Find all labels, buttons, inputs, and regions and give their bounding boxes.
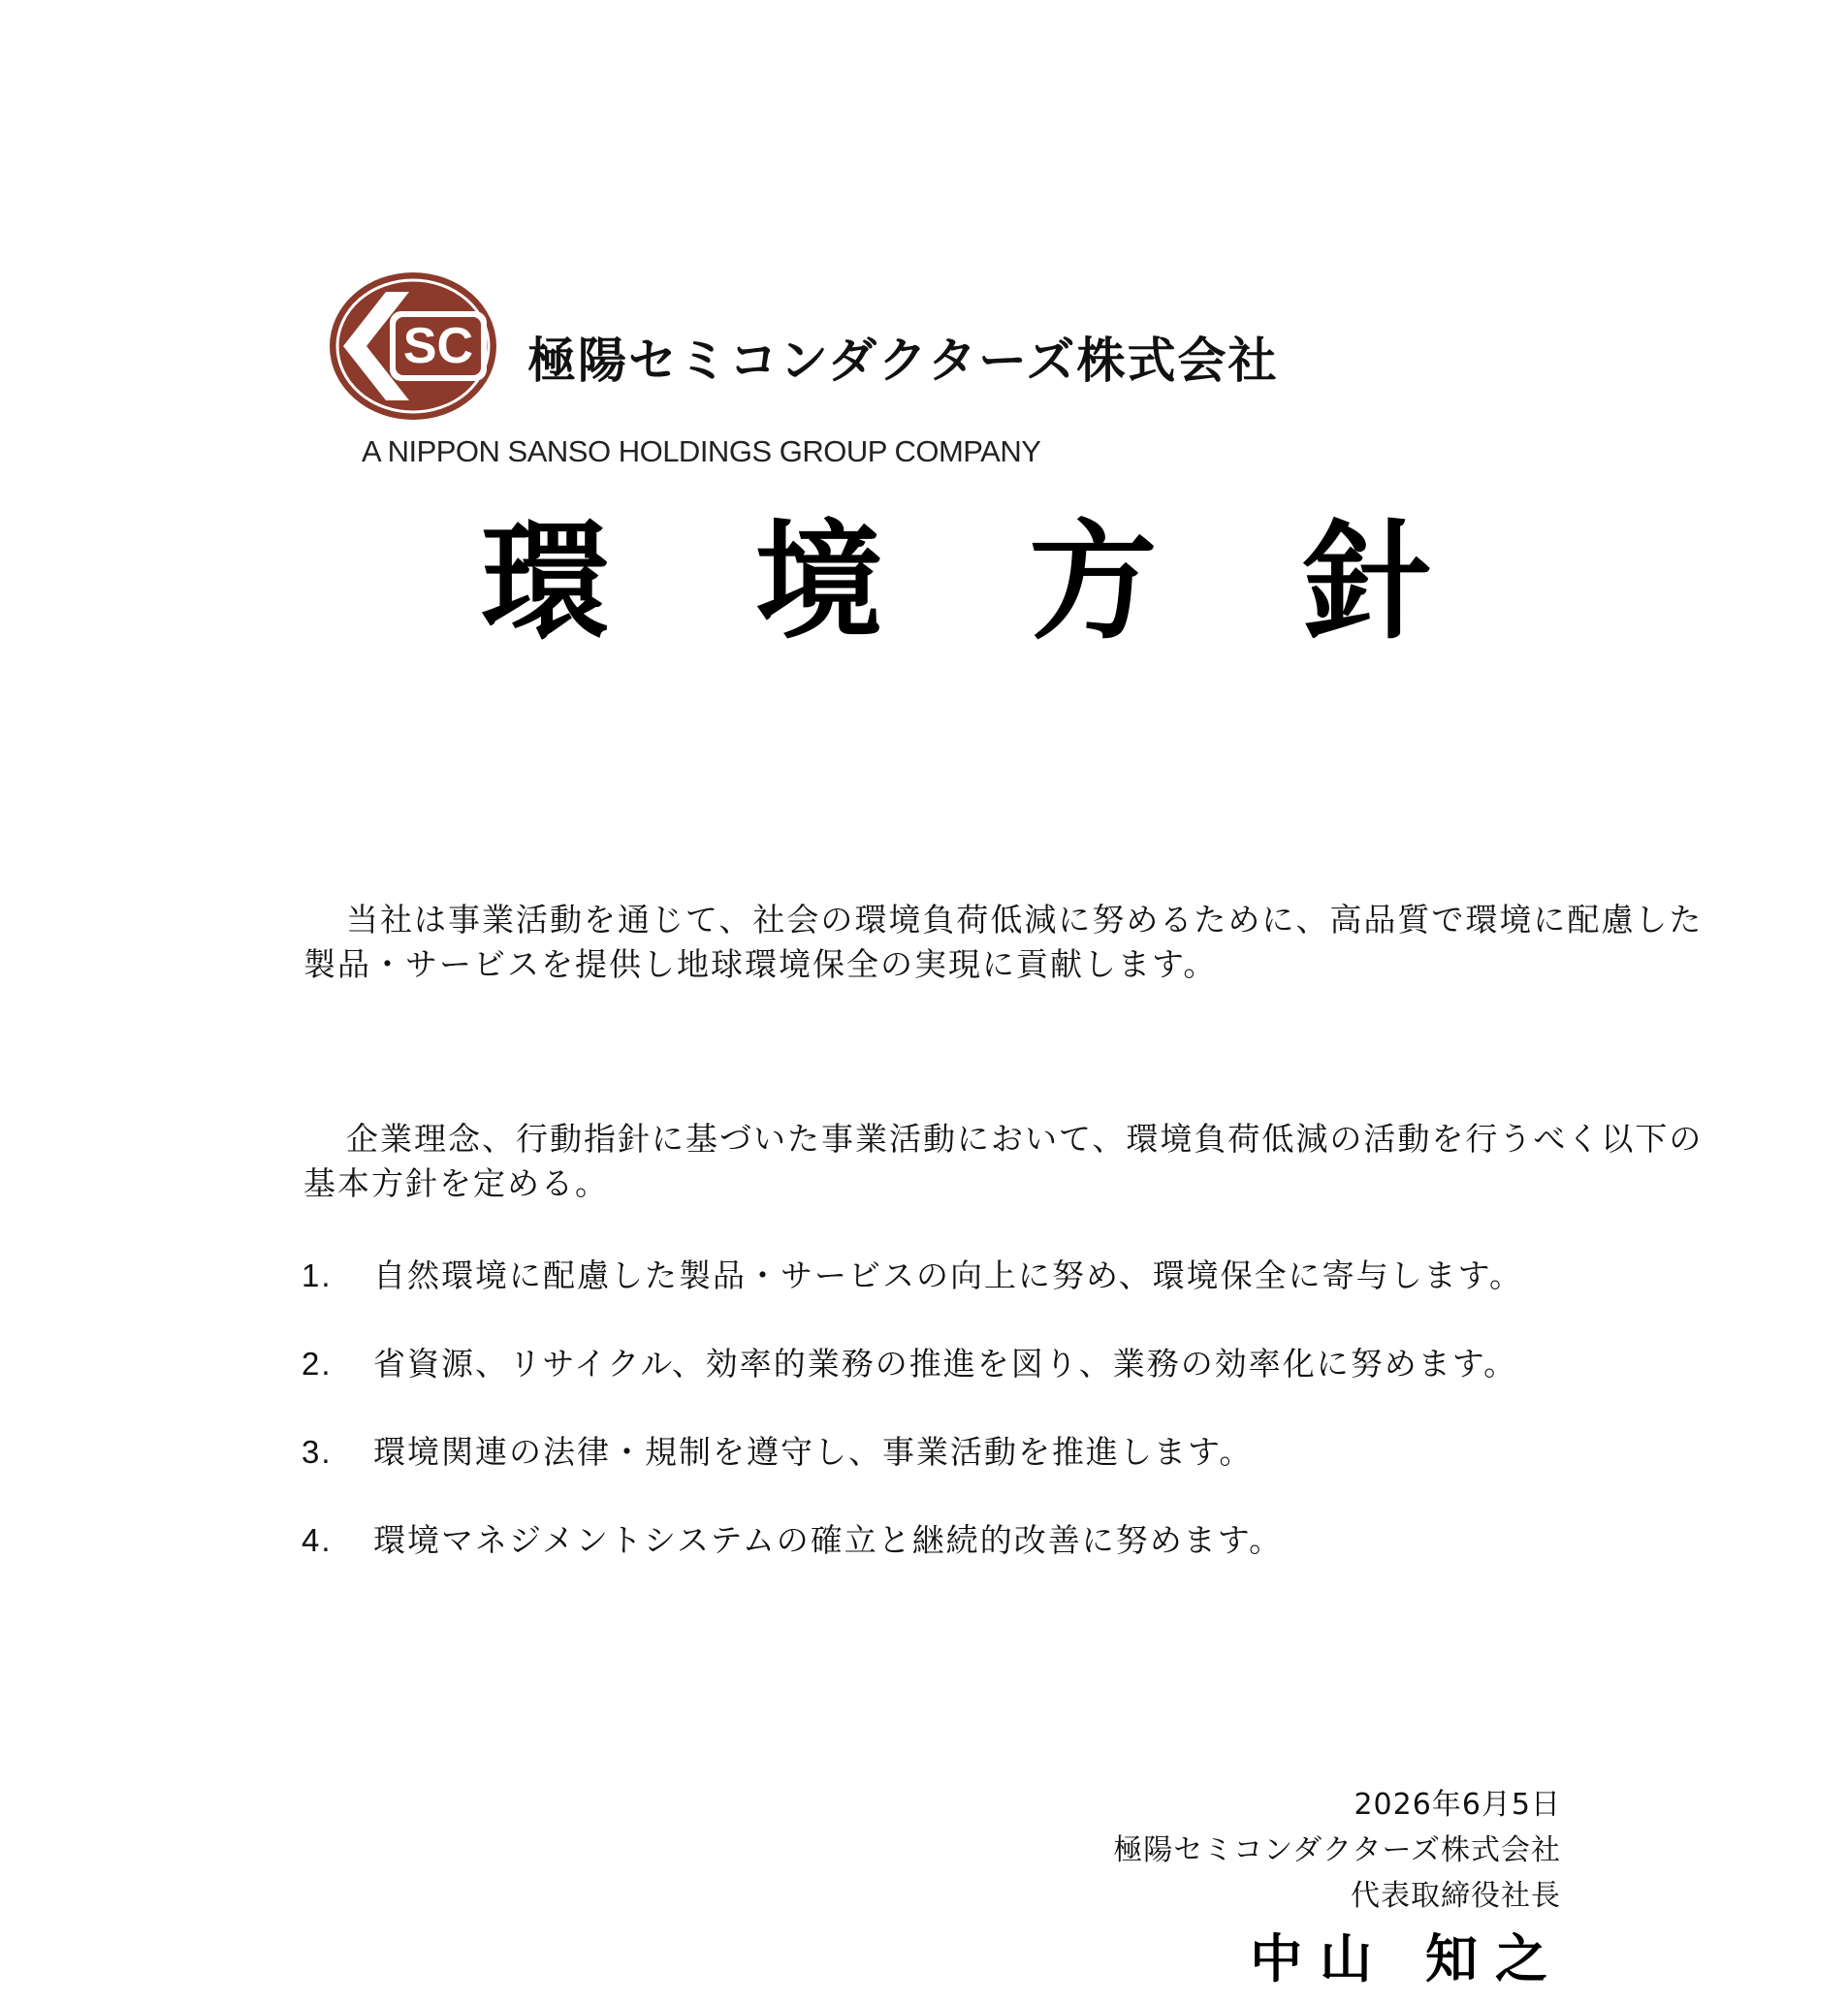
company-name-header: 極陽セミコンダクターズ株式会社 xyxy=(527,333,1279,389)
company-logo xyxy=(326,269,500,424)
policy-list xyxy=(302,1251,1736,1604)
group-company-line: A NIPPON SANSO HOLDINGS GROUP COMPANY xyxy=(362,434,1041,468)
list-text: 環境マネジメントシステムの確立と継続的改善に努めます。 xyxy=(373,1521,1284,1559)
signature-company: 極陽セミコンダクターズ株式会社 xyxy=(1113,1833,1561,1867)
signature-block xyxy=(1113,1782,1561,1919)
list-number: 1. xyxy=(302,1257,333,1293)
handwritten-signature: 中山 知之 xyxy=(1250,1927,1565,1989)
logo-text: SC xyxy=(402,318,474,374)
list-number: 2. xyxy=(302,1346,333,1382)
intro-paragraph: 当社は事業活動を通じて、社会の環境負荷低減に努めるために、高品質で環境に配慮した製品・サービスを提供し地球環境保全の実現に貢献します。 xyxy=(303,901,1704,983)
list-text: 省資源、リサイクル、効率的業務の推進を図り、業務の効率化に努めます。 xyxy=(373,1345,1518,1383)
list-item xyxy=(302,1251,1736,1339)
signature-date: 2026年6月5日 xyxy=(1354,1788,1561,1822)
title-char: 針 xyxy=(1302,508,1431,657)
list-item xyxy=(302,1427,1736,1515)
list-text: 自然環境に配慮した製品・サービスの向上に努め、環境保全に寄与します。 xyxy=(373,1256,1524,1294)
list-text: 環境関連の法律・規制を遵守し、事業活動を推進します。 xyxy=(373,1433,1254,1471)
document-title xyxy=(481,508,1431,657)
list-number: 3. xyxy=(302,1434,333,1470)
list-item xyxy=(302,1339,1736,1427)
list-number: 4. xyxy=(302,1522,333,1558)
policy-lead-paragraph: 企業理念、行動指針に基づいた事業活動において、環境負荷低減の活動を行うべく以下の基本方針を定める。 xyxy=(303,1120,1704,1202)
title-char: 境 xyxy=(754,508,883,657)
title-char: 環 xyxy=(481,508,609,657)
list-item xyxy=(302,1515,1736,1604)
title-char: 方 xyxy=(1029,508,1158,657)
signature-position: 代表取締役社長 xyxy=(1351,1879,1561,1913)
